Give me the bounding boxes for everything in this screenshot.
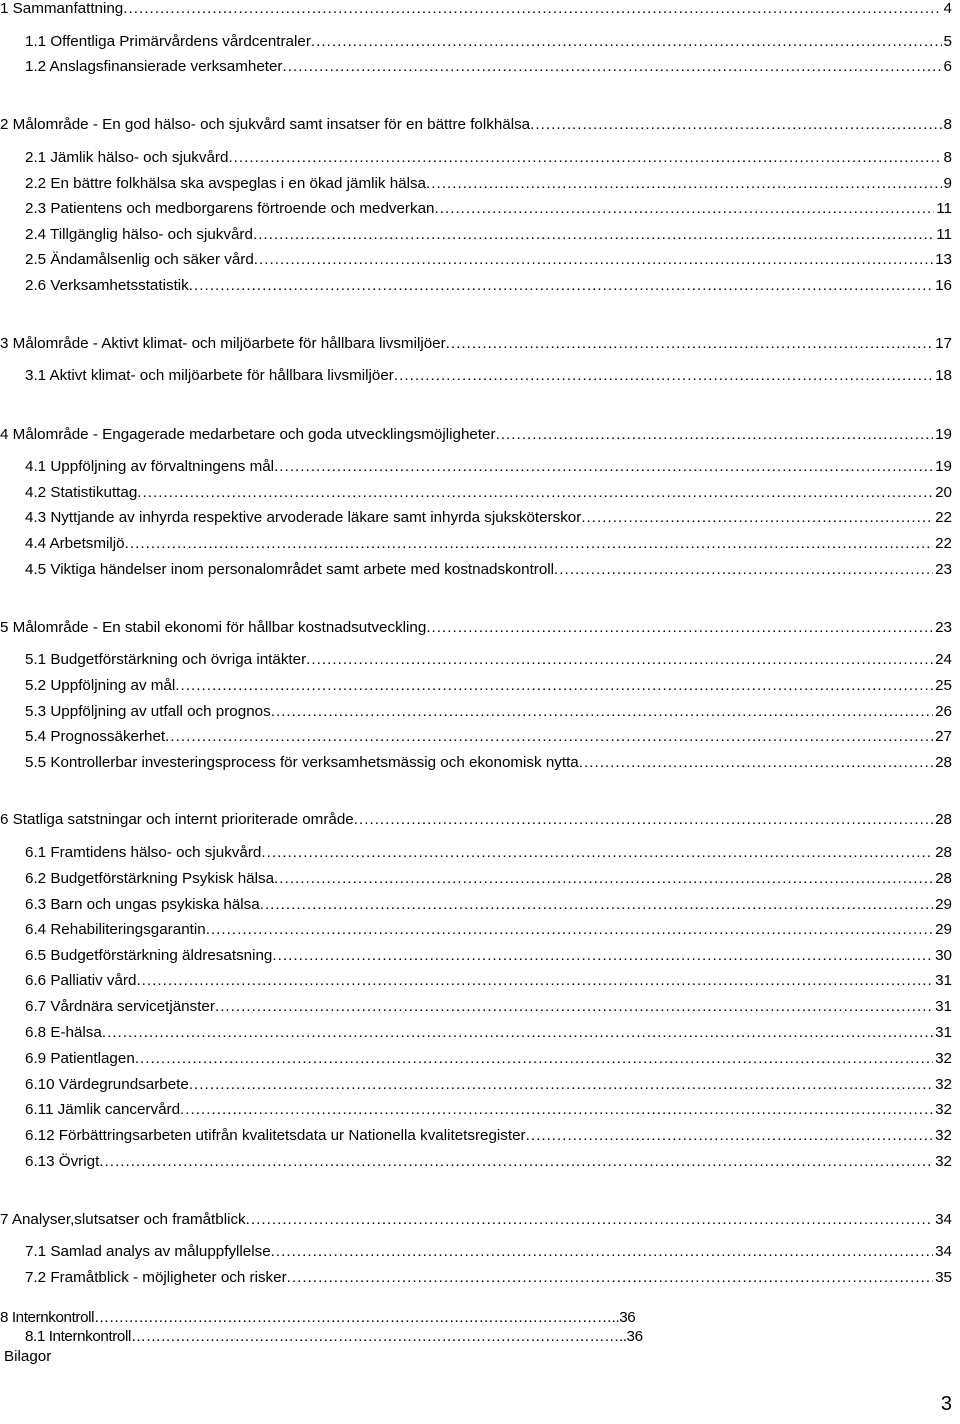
- toc-entry[interactable]: 6 Statliga satstningar och internt prioriterade område . . . 28: [0, 811, 952, 829]
- toc-entry[interactable]: 6.11 Jämlik cancervård . . . 32: [25, 1101, 952, 1119]
- toc-entry[interactable]: 2.1 Jämlik hälso- och sjukvård . . . 8: [25, 149, 952, 167]
- toc-entry[interactable]: 4.5 Viktiga händelser inom personalområdet samt arbete med kostnadskontroll . . . 23: [25, 561, 952, 579]
- toc-entry[interactable]: 2.4 Tillgänglig hälso- och sjukvård . . . 11: [25, 226, 952, 244]
- toc-entry[interactable]: 1.2 Anslagsfinansierade verksamheter . . . 6: [25, 58, 952, 76]
- toc-entry[interactable]: 6.3 Barn och ungas psykiska hälsa . . . 29: [25, 896, 952, 914]
- toc-entry-manual[interactable]: 8.1 Internkontroll………………………………………………………………………………………..36: [25, 1328, 643, 1345]
- toc-entry[interactable]: 2.2 En bättre folkhälsa ska avspeglas i en ökad jämlik hälsa . . . 9: [25, 175, 952, 193]
- toc-entry[interactable]: 2 Målområde - En god hälso- och sjukvård samt insatser för en bättre folkhälsa . . . 8: [0, 116, 952, 134]
- page-number: 3: [940, 1393, 952, 1415]
- toc-entry[interactable]: 3 Målområde - Aktivt klimat- och miljöarbete för hållbara livsmiljöer . . . 17: [0, 335, 952, 353]
- toc-entry[interactable]: 6.1 Framtidens hälso- och sjukvård . . . 28: [25, 844, 952, 862]
- toc-entry[interactable]: 4.1 Uppföljning av förvaltningens mål . . . 19: [25, 458, 952, 476]
- toc-entry[interactable]: 3.1 Aktivt klimat- och miljöarbete för hållbara livsmiljöer . . . 18: [25, 367, 952, 385]
- toc-entry[interactable]: 2.6 Verksamhetsstatistik . . . 16: [25, 277, 952, 295]
- toc-entry[interactable]: 6.10 Värdegrundsarbete . . . 32: [25, 1076, 952, 1094]
- toc-entry[interactable]: 5.5 Kontrollerbar investeringsprocess för verksamhetsmässig och ekonomisk nytta . . . 28: [25, 754, 952, 772]
- toc-entry[interactable]: 7.1 Samlad analys av måluppfyllelse . . . 34: [25, 1243, 952, 1261]
- toc-entry[interactable]: 6.13 Övrigt . . . 32: [25, 1153, 952, 1171]
- toc-entry[interactable]: 4 Målområde - Engagerade medarbetare och goda utvecklingsmöjligheter . . . 19: [0, 426, 952, 444]
- toc-entry[interactable]: 5.2 Uppföljning av mål . . . 25: [25, 677, 952, 695]
- toc-entry[interactable]: 6.4 Rehabiliteringsgarantin . . . 29: [25, 921, 952, 939]
- toc-entry[interactable]: 4.3 Nyttjande av inhyrda respektive arvoderade läkare samt inhyrda sjuksköterskor . . . 22: [25, 509, 952, 527]
- toc-entry[interactable]: 7 Analyser,slutsatser och framåtblick . . . 34: [0, 1211, 952, 1229]
- toc-entry[interactable]: 4.4 Arbetsmiljö . . . 22: [25, 535, 952, 553]
- toc-entry[interactable]: 6.7 Vårdnära servicetjänster . . . 31: [25, 998, 952, 1016]
- toc-entry-bilagor[interactable]: Bilagor: [4, 1348, 52, 1365]
- toc-entry[interactable]: 6.9 Patientlagen . . . 32: [25, 1050, 952, 1068]
- toc-entry[interactable]: 5.4 Prognossäkerhet . . . 27: [25, 728, 952, 746]
- toc-entry[interactable]: 5 Målområde - En stabil ekonomi för hållbar kostnadsutveckling . . . 23: [0, 619, 952, 637]
- toc-entry[interactable]: 6.2 Budgetförstärkning Psykisk hälsa . . . 28: [25, 870, 952, 888]
- toc-entry[interactable]: 6.12 Förbättringsarbeten utifrån kvalitetsdata ur Nationella kvalitetsregister . . . 32: [25, 1127, 952, 1145]
- toc-entry[interactable]: 6.6 Palliativ vård . . . 31: [25, 972, 952, 990]
- toc-entry[interactable]: 1.1 Offentliga Primärvårdens vårdcentraler . . . 5: [25, 33, 952, 51]
- toc-entry[interactable]: 5.3 Uppföljning av utfall och prognos . . . 26: [25, 703, 952, 721]
- toc-entry[interactable]: 4.2 Statistikuttag . . . 20: [25, 484, 952, 502]
- toc-entry[interactable]: 2.3 Patientens och medborgarens förtroende och medverkan . . . 11: [25, 200, 952, 218]
- toc-entry[interactable]: 1 Sammanfattning . . . 4: [0, 0, 952, 18]
- toc-entry[interactable]: 5.1 Budgetförstärkning och övriga intäkter . . . 24: [25, 651, 952, 669]
- toc-entry-manual[interactable]: 8 Internkontroll……………………………………………………………………………………………..36: [0, 1309, 636, 1326]
- toc-entry[interactable]: 6.8 E-hälsa . . . 31: [25, 1024, 952, 1042]
- toc-entry[interactable]: 6.5 Budgetförstärkning äldresatsning . . . 30: [25, 947, 952, 965]
- toc-entry[interactable]: 2.5 Ändamålsenlig och säker vård . . . 13: [25, 251, 952, 269]
- toc-entry[interactable]: 7.2 Framåtblick - möjligheter och risker . . . 35: [25, 1269, 952, 1287]
